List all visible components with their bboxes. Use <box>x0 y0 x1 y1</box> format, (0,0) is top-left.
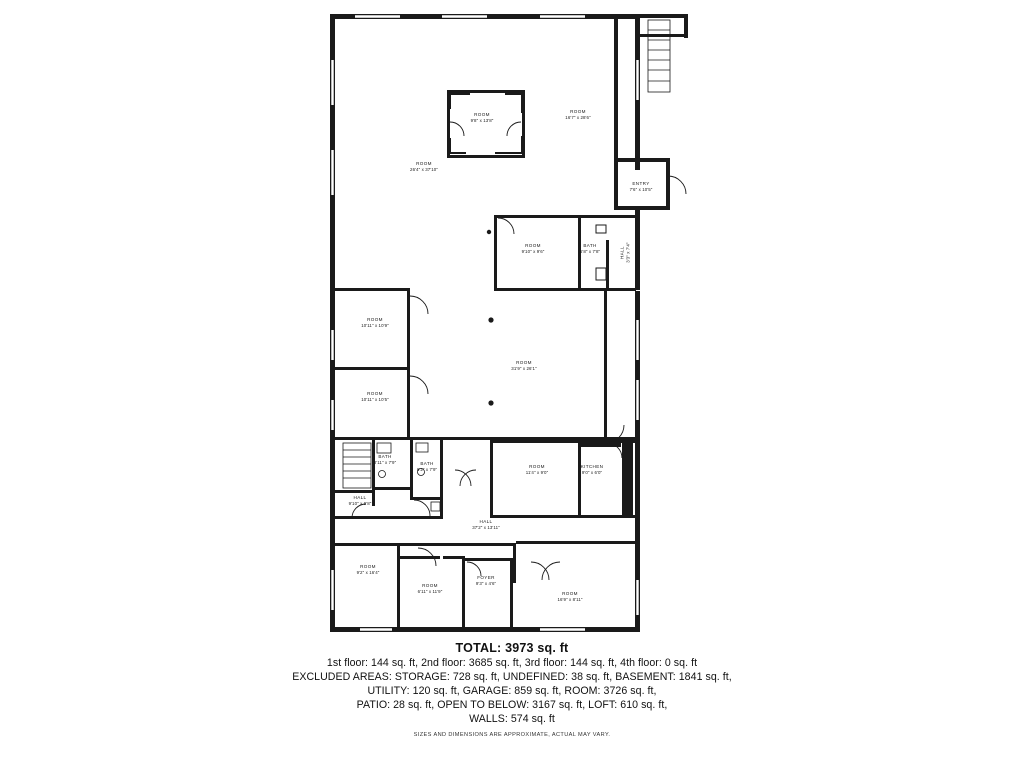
room-name: ROOM <box>570 109 586 114</box>
room-name: HALL <box>353 495 367 500</box>
room-dimensions: 9'2" x 16'4" <box>356 569 380 575</box>
room-dimensions: 5'8" x 7'8" <box>579 248 601 254</box>
room-name: ROOM <box>474 112 490 117</box>
exterior-walls <box>330 14 688 632</box>
room-dimensions: 6'2" x 7'9" <box>416 466 438 472</box>
summary-caption <box>0 641 1024 738</box>
room-name: ROOM <box>367 317 383 322</box>
room-dimensions: 16'7" x 28'6" <box>565 114 591 120</box>
disclaimer-note: SIZES AND DIMENSIONS ARE APPROXIMATE, ACTUAL MAY VARY. <box>413 732 611 738</box>
room-name: BATH <box>378 454 392 459</box>
room-dimensions: 16'9" x 8'11" <box>557 596 583 602</box>
walls-area: WALLS: 574 sq. ft <box>469 713 555 725</box>
room-dimensions: 6'11" x 11'9" <box>417 588 443 594</box>
excluded-areas-3: PATIO: 28 sq. ft, OPEN TO BELOW: 3167 sq. ft, LOFT: 610 sq. ft, <box>356 699 668 711</box>
exterior-stairs <box>648 20 670 92</box>
window-marks <box>333 17 638 630</box>
room-name: HALL <box>619 246 625 260</box>
excluded-areas-1: EXCLUDED AREAS: STORAGE: 728 sq. ft, UNDEFINED: 38 sq. ft, BASEMENT: 1841 sq. ft, <box>292 671 732 683</box>
room-name: ROOM <box>516 360 532 365</box>
room-dimensions: 10'11" x 10'9" <box>361 322 389 328</box>
room-dimensions: 11'4" x 9'0" <box>525 469 549 475</box>
room-dimensions: 31'9" x 26'1" <box>511 365 537 371</box>
room-name: ENTRY <box>632 181 650 186</box>
room-name: HALL <box>479 519 493 524</box>
room-dimensions: 8'11" x 7'9" <box>373 459 397 465</box>
room-dimensions: 37'2" x 13'11" <box>472 524 500 530</box>
room-dimensions: 7'6" x 10'5" <box>629 186 653 192</box>
excluded-areas-2: UTILITY: 120 sq. ft, GARAGE: 859 sq. ft, ROOM: 3726 sq. ft, <box>367 685 657 697</box>
room-dimensions: 9'3" x 4'6" <box>475 580 497 586</box>
room-name: ROOM <box>416 161 432 166</box>
room-dimensions: 9'8" x 13'8" <box>470 117 494 123</box>
room-name: BATH <box>420 461 434 466</box>
column-markers <box>487 230 494 406</box>
room-name: ROOM <box>360 564 376 569</box>
room-dimensions: 10'11" x 10'5" <box>361 396 389 402</box>
room-name: KITCHEN <box>580 464 604 469</box>
room-dimensions: 9'0" x 6'0" <box>581 469 603 475</box>
room-dimensions: 26'4" x 37'10" <box>410 166 438 172</box>
room-name: ROOM <box>529 464 545 469</box>
room-name: ROOM <box>562 591 578 596</box>
room-name: ROOM <box>367 391 383 396</box>
room-name: BATH <box>583 243 597 248</box>
room-name: ROOM <box>525 243 541 248</box>
floor-breakdown: 1st floor: 144 sq. ft, 2nd floor: 3685 sq. ft, 3rd floor: 144 sq. ft, 4th floor: 0 sq. ft <box>326 657 698 669</box>
room-dimensions: 3'3" x 7'4" <box>625 242 631 263</box>
room-name: ROOM <box>422 583 438 588</box>
total-area: TOTAL: 3973 sq. ft <box>455 641 569 655</box>
interior-walls <box>335 19 636 628</box>
room-dimensions: 9'10" x 9'8" <box>348 500 372 506</box>
room-name: FOYER <box>477 575 495 580</box>
room-dimensions: 9'10" x 9'6" <box>521 248 545 254</box>
